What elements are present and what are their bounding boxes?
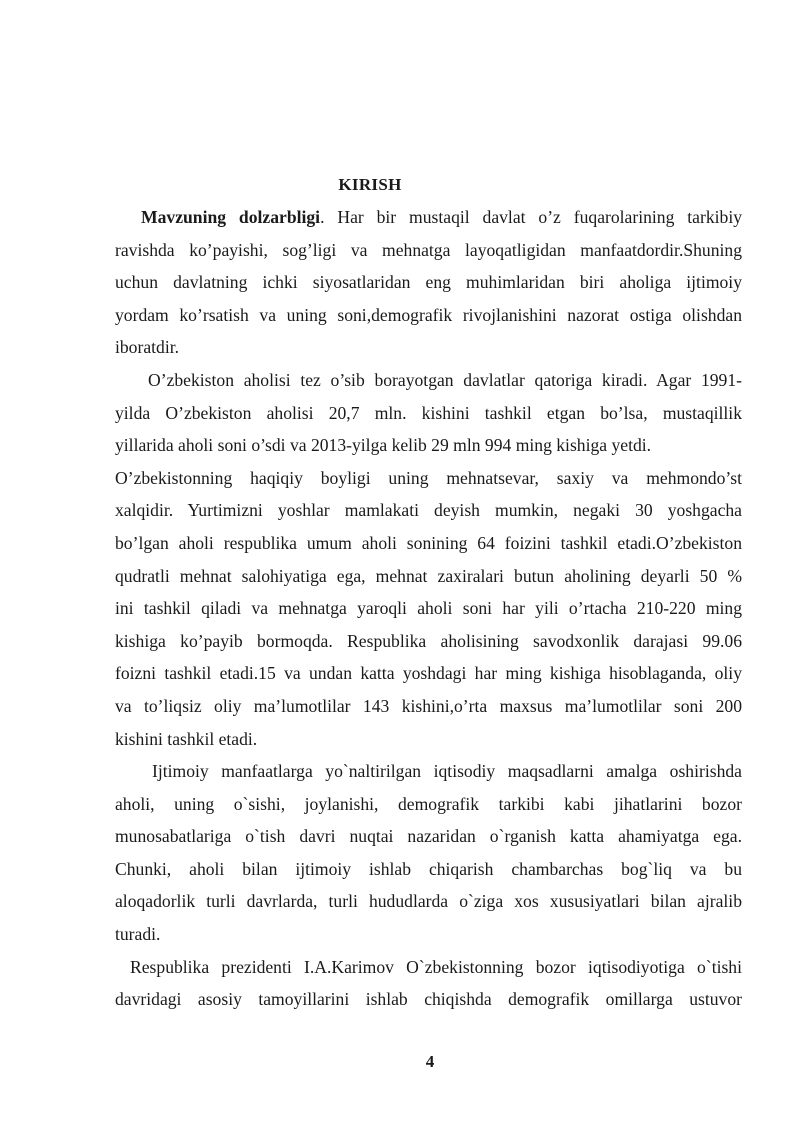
text-line: [115, 723, 742, 756]
line-text: Chunki, aholi bilan ijtimoiy ishlab chiqarish chambarchas bog`liq va bu: [115, 858, 742, 879]
line-text: davridagi asosiy tamoyillarini ishlab chiqishda demografik omillarga ustuvor: [115, 989, 742, 1010]
text-line: [115, 299, 742, 332]
line-text: iboratdir.: [115, 337, 180, 358]
line-text: va to’liqsiz oliy ma’lumotlilar 143 kishini,o’rta maxsus ma’lumotlilar soni 200: [115, 695, 742, 716]
body-text: [115, 201, 742, 1016]
text-line: [115, 266, 742, 299]
line-text: Ijtimoiy manfaatlarga yo`naltirilgan iqtisodiy maqsadlarni amalga oshirishda: [152, 761, 742, 782]
line-text: O’zbekiston aholisi tez o’sib borayotgan davlatlar qatoriga kiradi. Agar 1991-: [148, 369, 742, 390]
text-line: [115, 201, 742, 234]
line-text: xalqidir. Yurtimizni yoshlar mamlakati deyish mumkin, negaki 30 yoshgacha: [115, 500, 742, 521]
text-line: [115, 983, 742, 1016]
text-line: [115, 429, 742, 462]
line-text: qudratli mehnat salohiyatiga ega, mehnat zaxiralari butun aholining deyarli 50 %: [115, 565, 742, 586]
text-line: [115, 885, 742, 918]
text-line: [115, 918, 742, 951]
text-line: [115, 690, 742, 723]
line-text: munosabatlariga o`tish davri nuqtai nazaridan o`rganish katta ahamiyatga ega.: [115, 826, 742, 847]
text-line: [115, 364, 742, 397]
line-text: . Har bir mustaqil davlat o’z fuqarolarining tarkibiy: [320, 207, 743, 227]
text-line: [115, 625, 742, 658]
line-text: turadi.: [115, 924, 161, 945]
text-line: [115, 755, 742, 788]
line-text: aloqadorlik turli davrlarda, turli hududlarda o`ziga xos xususiyatlari bilan ajralib: [115, 891, 742, 912]
line-text: bo’lgan aholi respublika umum aholi sonining 64 foizini tashkil etadi.O’zbekiston: [115, 532, 742, 553]
text-line: [115, 951, 742, 984]
text-line: [115, 788, 742, 821]
line-text: O’zbekistonning haqiqiy boyligi uning mehnatsevar, saxiy va mehmondo’st: [115, 467, 742, 488]
text-line: [115, 462, 742, 495]
text-line: [115, 331, 742, 364]
page-title: KIRISH: [338, 175, 402, 194]
section-label: Mavzuning dolzarbligi: [141, 207, 321, 227]
text-line: [115, 592, 742, 625]
line-text: yilda O’zbekiston aholisi 20,7 mln. kishini tashkil etgan bo’lsa, mustaqillik: [115, 402, 742, 423]
line-text: ini tashkil qiladi va mehnatga yaroqli aholi soni har yili o’rtacha 210-220 ming: [115, 598, 742, 619]
text-line: [115, 234, 742, 267]
line-text: yillarida aholi soni o’sdi va 2013-yilga kelib 29 mln 994 ming kishiga yetdi.: [115, 435, 652, 456]
line-text: aholi, uning o`sishi, joylanishi, demografik tarkibi kabi jihatlarini bozor: [115, 793, 742, 814]
text-line: [115, 527, 742, 560]
line-text: yordam ko’rsatish va uning soni,demografik rivojlanishini nazorat ostiga olishdan: [115, 304, 742, 325]
text-line: [115, 560, 742, 593]
line-text: ravishda ko’payishi, sog’ligi va mehnatga layoqatligidan manfaatdordir.Shuning: [115, 239, 742, 260]
page-number: 4: [425, 1052, 435, 1071]
text-line: [115, 820, 742, 853]
text-line: [115, 494, 742, 527]
line-text: foizni tashkil etadi.15 va undan katta yoshdagi har ming kishiga hisoblaganda, oliy: [115, 663, 742, 684]
line-text: kishiga ko’payib bormoqda. Respublika aholisining savodxonlik darajasi 99.06: [115, 630, 742, 651]
line-text: Respublika prezidenti I.A.Karimov O`zbekistonning bozor iqtisodiyotiga o`tishi: [130, 956, 742, 977]
text-line: [115, 657, 742, 690]
text-line: [115, 397, 742, 430]
line-text: uchun davlatning ichki siyosatlaridan eng muhimlaridan biri aholiga ijtimoiy: [115, 272, 742, 293]
line-text: kishini tashkil etadi.: [115, 728, 258, 749]
text-line: [115, 853, 742, 886]
